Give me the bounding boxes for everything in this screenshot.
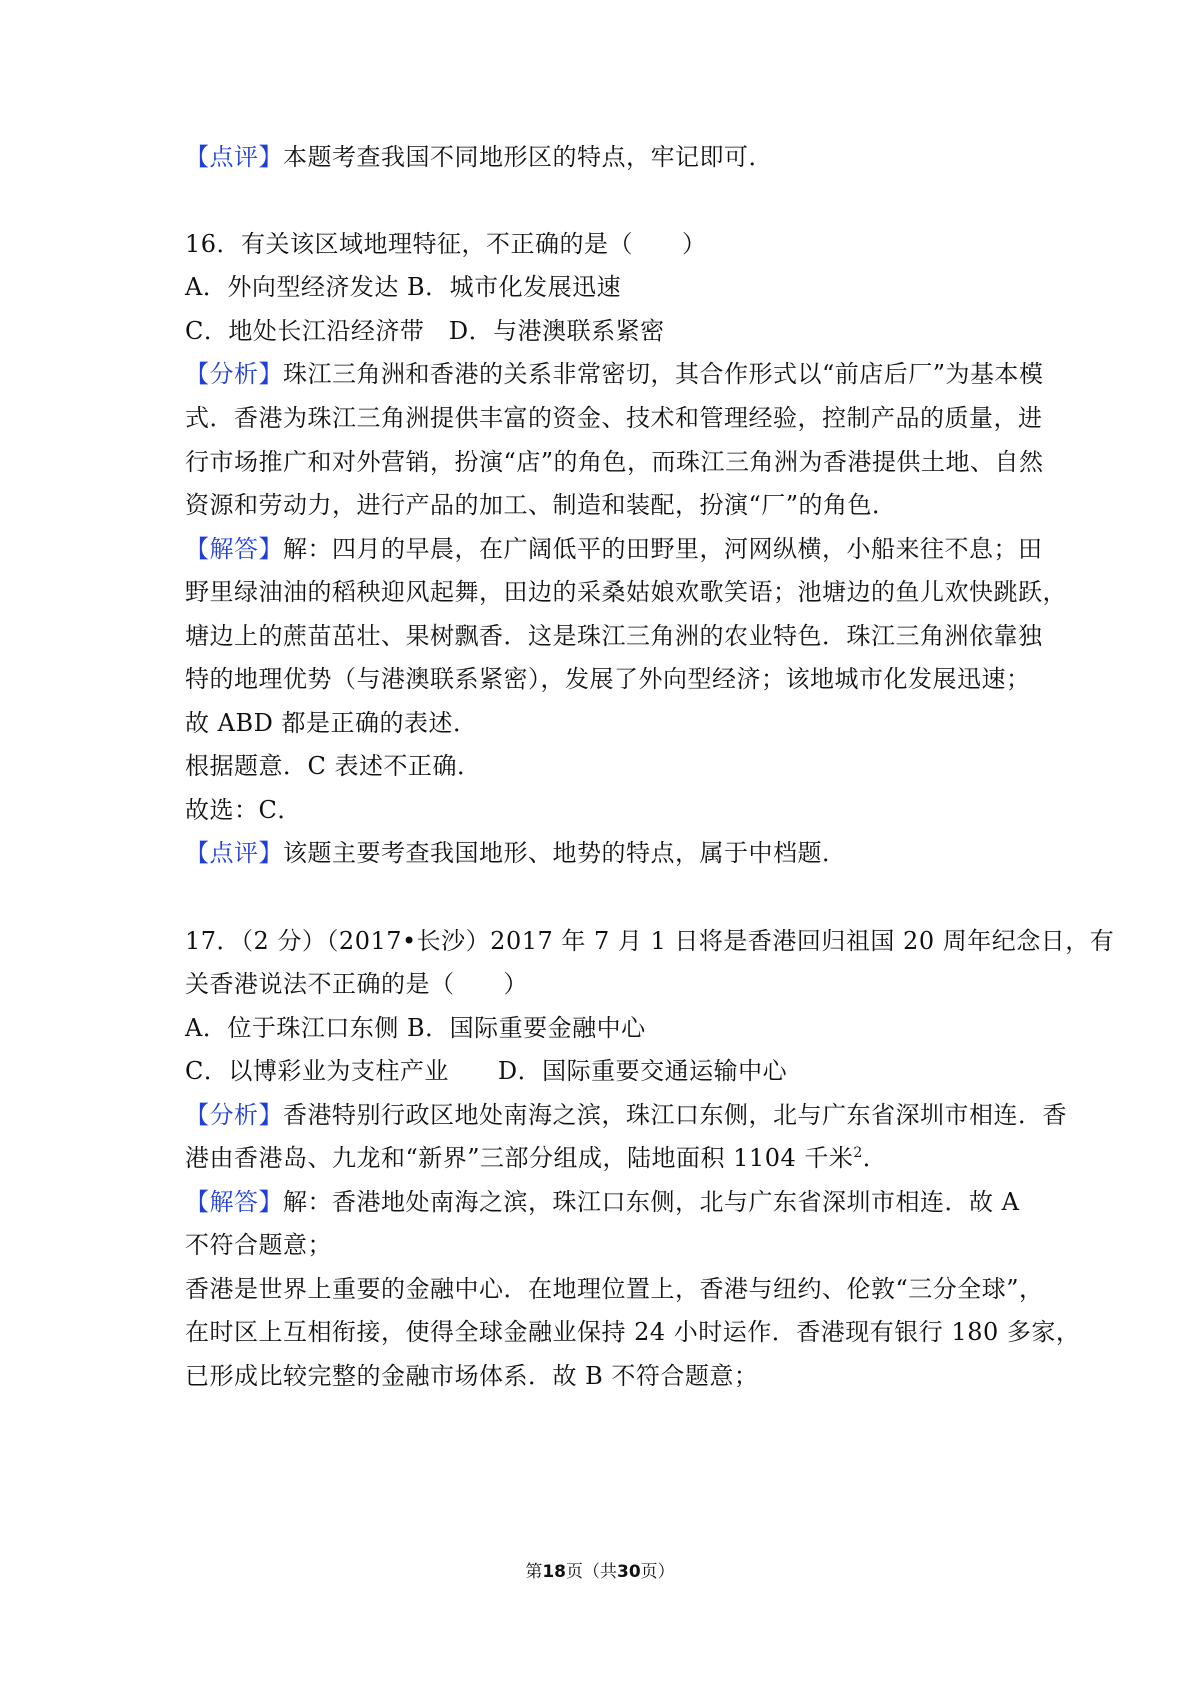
question-16-answer-line-5: 故 ABD 都是正确的表述． — [185, 709, 478, 737]
answer-text: 解：香港地处南海之滨，珠江口东侧，北与广东省深圳市相连．故 A — [283, 1188, 1020, 1216]
question-16-answer-line-7: 故选：C． — [185, 796, 302, 824]
answer-tag: 【解答】 — [185, 535, 283, 563]
review-text: 本题考查我国不同地形区的特点，牢记即可． — [283, 143, 773, 171]
question-16-answer-line-2: 野里绿油油的稻秧迎风起舞，田边的采桑姑娘欢歌笑语；池塘边的鱼儿欢快跳跃， — [185, 578, 1067, 606]
footer-total-pages: 30 — [617, 1562, 641, 1582]
analysis-text: 香港特别行政区地处南海之滨，珠江口东侧，北与广东省深圳市相连．香 — [283, 1101, 1067, 1129]
analysis-tag: 【分析】 — [185, 1101, 283, 1129]
question-17-answer-line-2: 不符合题意； — [185, 1231, 332, 1259]
question-16-analysis-line-4: 资源和劳动力，进行产品的加工、制造和装配，扮演“厂”的角色． — [185, 491, 897, 519]
analysis-text: 港由香港岛、九龙和“新界”三部分组成，陆地面积 1104 千米 — [185, 1144, 854, 1172]
question-16-answer-line-6: 根据题意．C 表述不正确． — [185, 752, 482, 780]
question-17-options-cd: C．以博彩业为支柱产业 D．国际重要交通运输中心 — [185, 1057, 788, 1085]
question-16-analysis-line-3: 行市场推广和对外营销，扮演“店”的角色，而珠江三角洲为香港提供土地、自然 — [185, 448, 1044, 476]
question-16-stem: 16．有关该区域地理特征，不正确的是（ ） — [185, 230, 707, 258]
analysis-period: ． — [862, 1144, 888, 1172]
review-tag: 【点评】 — [185, 839, 283, 867]
question-17-stem-line-1: 17．（2 分）（2017•长沙）2017 年 7 月 1 日将是香港回归祖国 20 周年纪念日，有 — [185, 927, 1115, 955]
footer-page-number: 18 — [542, 1562, 566, 1582]
review-text: 该题主要考查我国地形、地势的特点，属于中档题． — [283, 839, 847, 867]
question-17-analysis-line-1 — [185, 1099, 1067, 1131]
page-footer — [0, 1560, 1200, 1584]
question-17-stem-line-2: 关香港说法不正确的是（ ） — [185, 970, 528, 998]
superscript-2: 2 — [853, 1145, 863, 1161]
analysis-tag: 【分析】 — [185, 360, 283, 388]
analysis-text: 珠江三角洲和香港的关系非常密切，其合作形式以“前店后厂”为基本模 — [283, 360, 1044, 388]
question-17-answer-line-3: 香港是世界上重要的金融中心．在地理位置上，香港与纽约、伦敦“三分全球”， — [185, 1275, 1044, 1303]
question-16-options-cd: C．地处长江沿经济带 D．与港澳联系紧密 — [185, 317, 665, 345]
question-16-answer-line-3: 塘边上的蔗苗茁壮、果树飘香．这是珠江三角洲的农业特色．珠江三角洲依靠独 — [185, 622, 1043, 650]
question-17-answer-line-4: 在时区上互相衔接，使得全球金融业保持 24 小时运作．香港现有银行 180 多家， — [185, 1318, 1081, 1346]
question-17-options-ab: A．位于珠江口东侧 B．国际重要金融中心 — [185, 1014, 646, 1042]
question-16-analysis-line-1 — [185, 358, 1045, 390]
footer-suffix: 页） — [640, 1562, 675, 1582]
question-16-options-ab: A．外向型经济发达 B．城市化发展迅速 — [185, 273, 622, 301]
question-16-answer-line-4: 特的地理优势（与港澳联系紧密），发展了外向型经济；该地城市化发展迅速； — [185, 665, 1031, 693]
question-17-answer-line-5: 已形成比较完整的金融市场体系．故 B 不符合题意； — [185, 1362, 759, 1390]
question-16-analysis-line-2: 式．香港为珠江三角洲提供丰富的资金、技术和管理经验，控制产品的质量，进 — [185, 404, 1043, 432]
question-16-answer-line-1 — [185, 533, 1045, 565]
answer-tag: 【解答】 — [185, 1188, 283, 1216]
review-15-line — [185, 141, 1045, 173]
footer-middle: 页（共 — [566, 1562, 617, 1582]
review-tag: 【点评】 — [185, 143, 283, 171]
question-17-analysis-line-2 — [185, 1142, 1045, 1174]
question-17-answer-line-1 — [185, 1186, 1045, 1218]
question-16-review-line — [185, 837, 1045, 869]
footer-prefix: 第 — [525, 1562, 543, 1582]
answer-text: 解：四月的早晨，在广阔低平的田野里，河网纵横，小船来往不息；田 — [283, 535, 1043, 563]
